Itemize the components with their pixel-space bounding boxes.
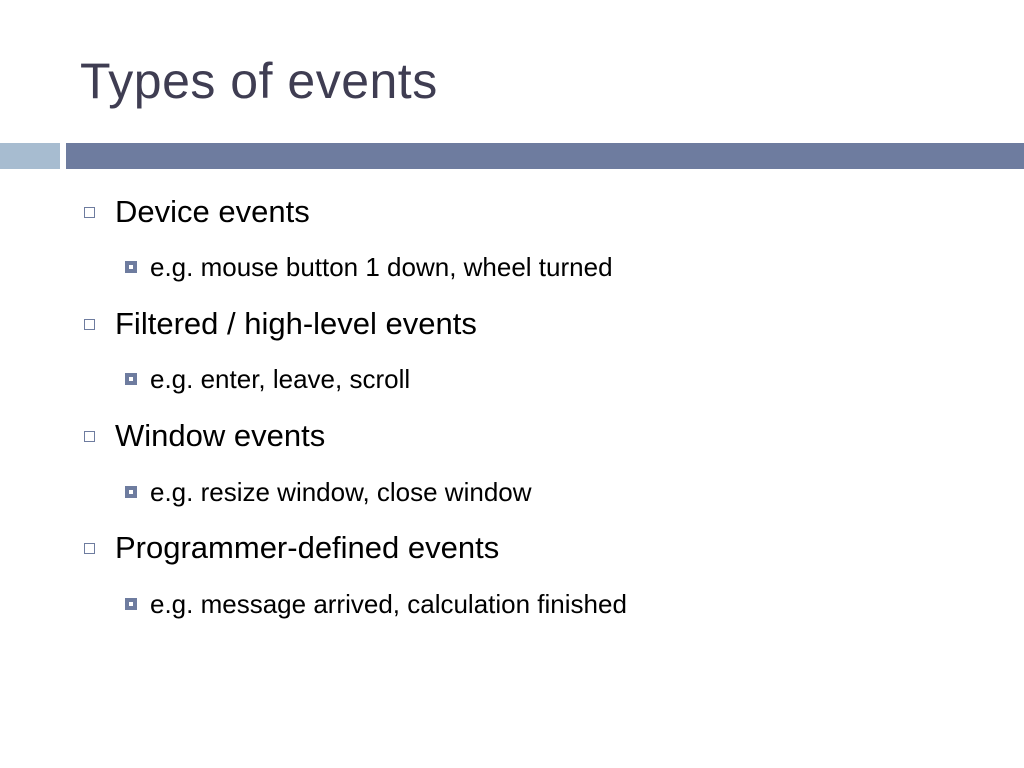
hollow-square-icon	[84, 319, 95, 330]
bullet-text: Window events	[115, 418, 326, 453]
sub-bullet-text: e.g. enter, leave, scroll	[150, 363, 411, 394]
sub-bullet-text: e.g. mouse button 1 down, wheel turned	[150, 251, 613, 282]
bullet-item-window-events	[84, 416, 325, 456]
hollow-square-icon	[84, 543, 95, 554]
filled-square-bullet-icon	[125, 598, 137, 610]
hollow-square-icon	[84, 207, 95, 218]
bullet-item-programmer-events	[84, 528, 499, 568]
bullet-item-device-events	[84, 192, 310, 232]
bullet-text: Device events	[115, 194, 310, 229]
sub-bullet-text: e.g. message arrived, calculation finished	[150, 588, 627, 619]
filled-square-bullet-icon	[125, 373, 137, 385]
filled-square-bullet-icon	[125, 486, 137, 498]
sub-bullet-text: e.g. resize window, close window	[150, 476, 532, 507]
bullet-text: Filtered / high-level events	[115, 306, 477, 341]
sub-bullet-item	[125, 587, 627, 621]
sub-bullet-item	[125, 475, 532, 509]
filled-square-bullet-icon	[125, 261, 137, 273]
sub-bullet-item	[125, 362, 410, 396]
bullet-item-filtered-events	[84, 304, 477, 344]
bullet-text: Programmer-defined events	[115, 530, 500, 565]
sub-bullet-item	[125, 250, 613, 284]
hollow-square-icon	[84, 431, 95, 442]
slide-title: Types of events	[80, 53, 438, 109]
